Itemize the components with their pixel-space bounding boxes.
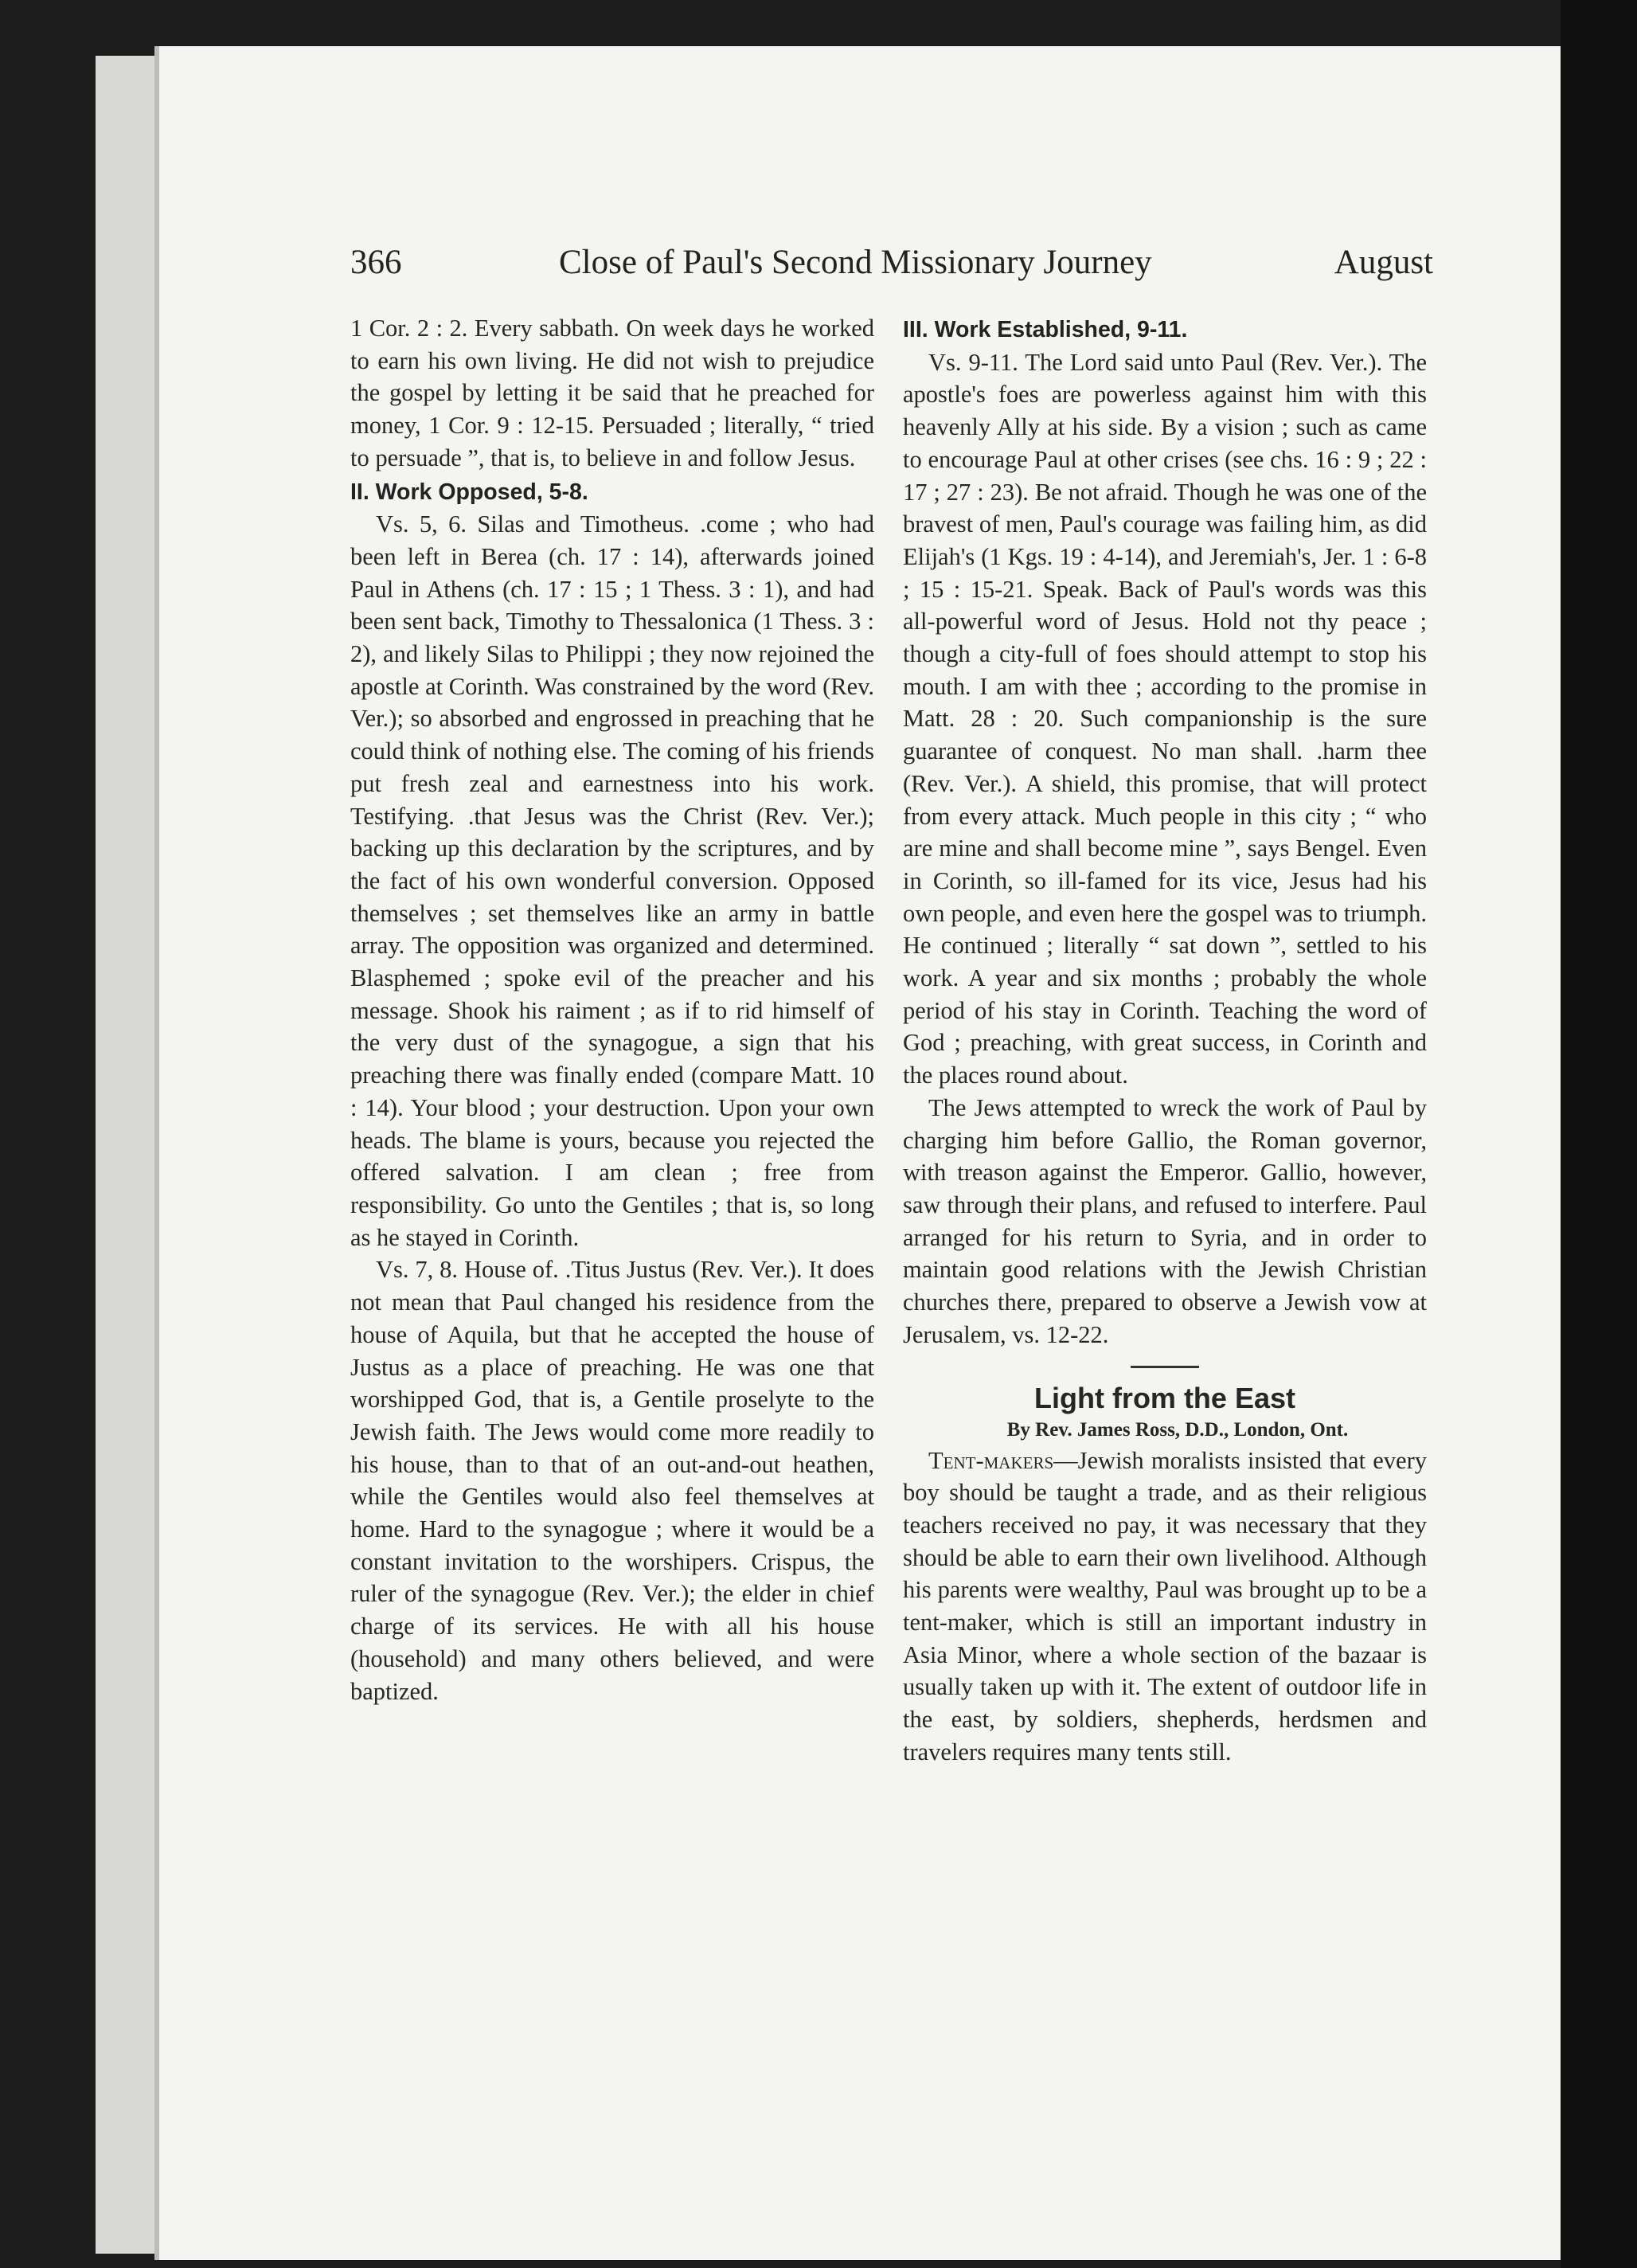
section-heading: III. Work Established, 9-11. xyxy=(903,317,1188,342)
scan-edge xyxy=(96,56,167,2254)
paragraph: The Jews attempted to wreck the work of Paul by charging him before Gallio, the Roman governor, with treason against the Emperor. Gallio, however, saw through their plans, and refused to interfere. Paul arranged for his return to Syria, and in order to maintain good relations with the Jewish Christian churches there, prepared to observe a Jewish vow at Jerusalem, vs. 12-22. xyxy=(903,1093,1427,1348)
section-heading: II. Work Opposed, 5-8. xyxy=(350,479,588,505)
article-title: Light from the East xyxy=(1033,1381,1295,1414)
running-title: Close of Paul's Second Missionary Journey xyxy=(559,244,1152,281)
left-column xyxy=(350,312,874,1707)
page-number: 366 xyxy=(350,244,402,281)
paragraph: 1 Cor. 2 : 2. Every sabbath. On week days he worked to earn his own living. He did not wish to prejudice the gospel by letting it be said that he preached for money, 1 Cor. 9 : 12-15. Persuaded ; literally, “ tried to persuade ”, that is, to believe in and follow Jesus. xyxy=(350,315,874,471)
running-month: August xyxy=(1334,244,1433,281)
scan-background xyxy=(1561,0,1637,2268)
section-rule xyxy=(1131,1366,1199,1368)
paragraph: Vs. 7, 8. House of. .Titus Justus (Rev. Ver.). It does not mean that Paul changed his residence from the house of Aquila, but that he accepted the house of Justus as a place of preaching. He was one that worshipped God, that is, a Gentile proselyte to the Jewish faith. The Jews would come more readily to his house, than to that of an out-and-out heathen, while the Gentiles would also feel themselves at home. Hard to the synagogue ; where it would be a constant invitation to the worshipers. Crispus, the ruler of the synagogue (Rev. Ver.); the elder in chief charge of its services. He with all his house (household) and many others believed, and were baptized. xyxy=(350,1256,874,1705)
right-column xyxy=(903,312,1427,1769)
paragraph xyxy=(903,1445,1427,1769)
article-body: —Jewish moralists insisted that every boy should be taught a trade, and as their religious teachers received no pay, it was necessary that they should be able to earn their own livelihood. Although his parents were wealthy, Paul was brought up to be a tent-maker, which is still an important industry in Asia Minor, where a whole section of the bazaar is usually taken up with it. The extent of outdoor life in the east, by soldiers, shepherds, herdsmen and travelers requires many tents still. xyxy=(903,1446,1427,1766)
paragraph: Vs. 9-11. The Lord said unto Paul (Rev. Ver.). The apostle's foes are powerless against him with this heavenly Ally at his side. By a vision ; such as came to encourage Paul at other crises (see chs. 16 : 9 ; 22 : 17 ; 27 : 23). Be not afraid. Though he was one of the bravest of men, Paul's courage was failing him, as did Elijah's (1 Kgs. 19 : 4-14), and Jeremiah's, Jer. 1 : 6-8 ; 15 : 15-21. Speak. Back of Paul's words was this all-powerful word of Jesus. Hold not thy peace ; though a city-full of foes should attempt to stop his mouth. I am with thee ; according to the promise in Matt. 28 : 20. Such companionship is the sure guarantee of conquest. No man shall. .harm thee (Rev. Ver.). A shield, this promise, that will protect from every attack. Much people in this city ; “ who are mine and shall become mine ”, says Bengel. Even in Corinth, so ill-famed for its vice, Jesus had his own people, and even here the gospel was to triumph. He continued ; literally “ sat down ”, settled to his work. A year and six months ; probably the whole period of his stay in Corinth. Teaching the word of God ; preaching, with great success, in Corinth and the places round about. xyxy=(903,348,1427,1089)
paragraph: Vs. 5, 6. Silas and Timotheus. .come ; who had been left in Berea (ch. 17 : 14), afterwards joined Paul in Athens (ch. 17 : 15 ; 1 Thess. 3 : 1), and had been sent back, Timothy to Thessalonica (1 Thess. 3 : 2), and likely Silas to Philippi ; they now rejoined the apostle at Corinth. Was constrained by the word (Rev. Ver.); so absorbed and engrossed in preaching that he could think of nothing else. The coming of his friends put fresh zeal and earnestness into his work. Testifying. .that Jesus was the Christ (Rev. Ver.); backing up this declaration by the scriptures, and by the fact of his own wonderful conversion. Opposed themselves ; set themselves like an army in battle array. The opposition was organized and determined. Blasphemed ; spoke evil of the preacher and his message. Shook his raiment ; as if to rid himself of the very dust of the synagogue, a sign that his preaching there was finally ended (compare Matt. 10 : 14). Your blood ; your destruction. Upon your own heads. The blame is yours, because you rejected the offered salvation. I am clean ; free from responsibility. Go unto the Gentiles ; that is, so long as he stayed in Corinth. xyxy=(350,510,874,1251)
article-byline: By Rev. James Ross, D.D., London, Ont. xyxy=(1006,1418,1349,1441)
running-header xyxy=(350,243,1433,291)
lead-in: Tent-makers xyxy=(928,1446,1054,1474)
